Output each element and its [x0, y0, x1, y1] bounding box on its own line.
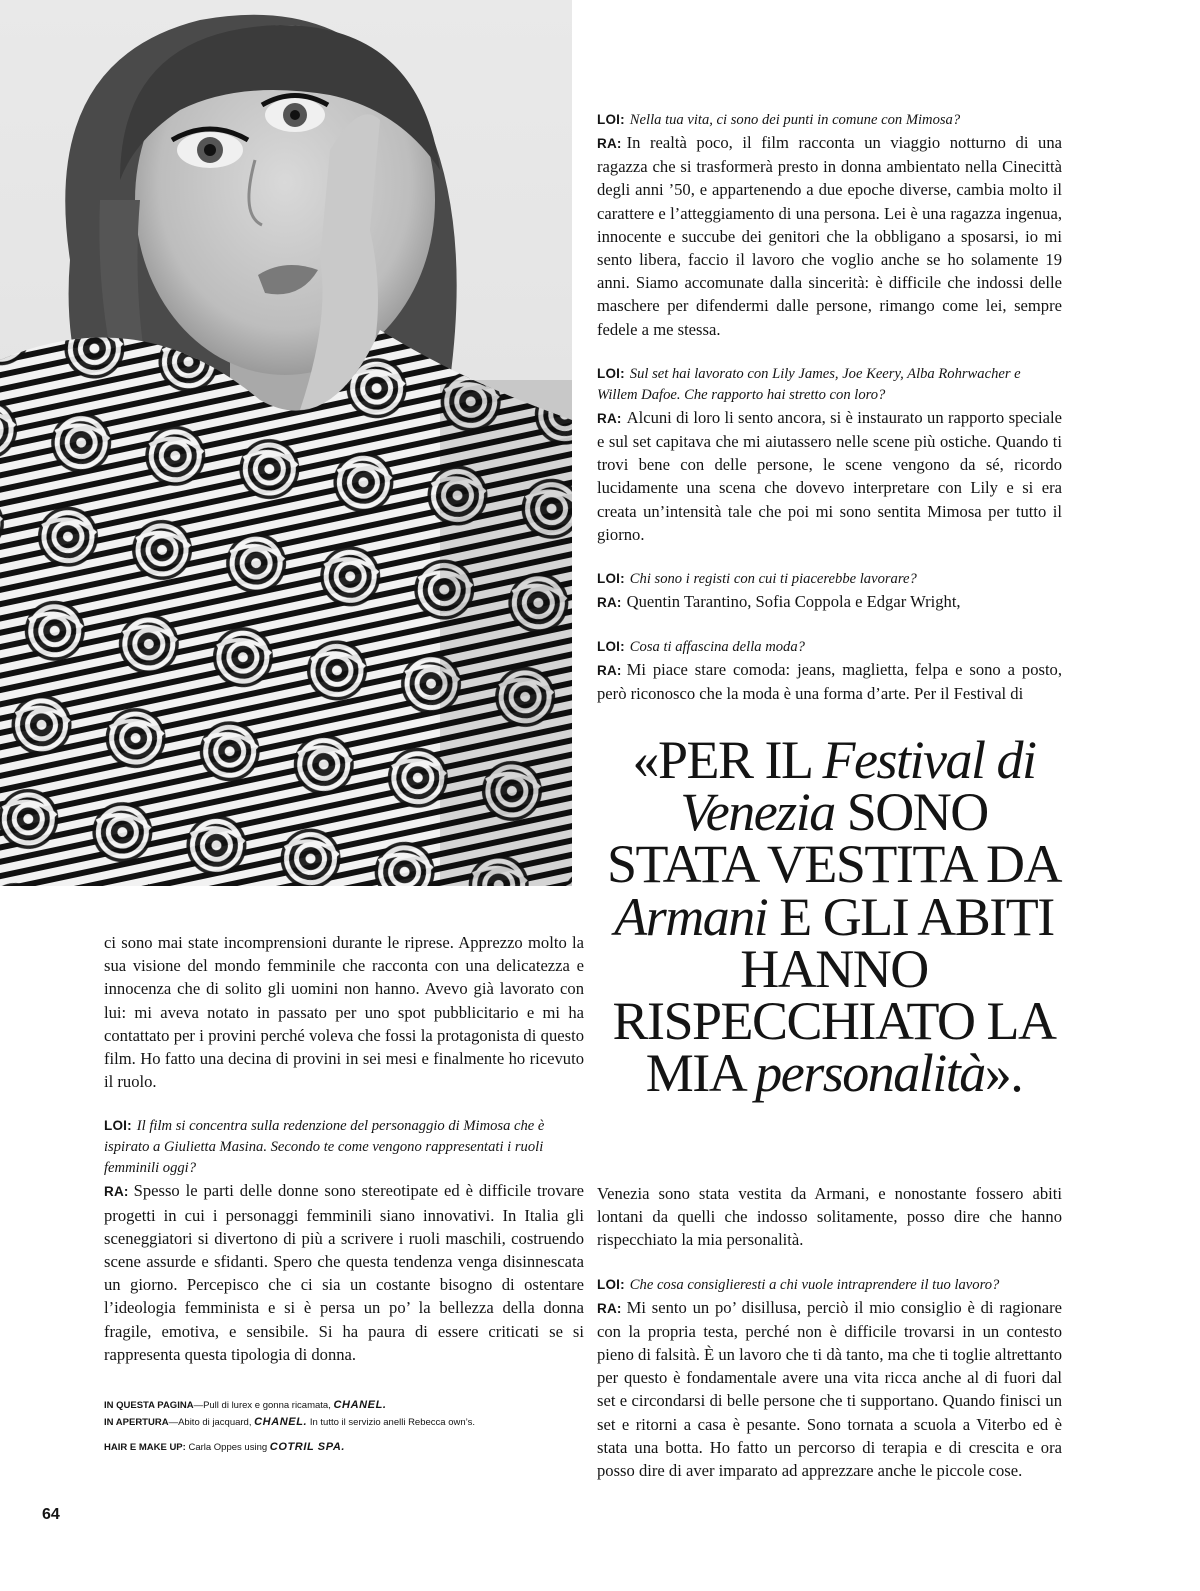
answer-text: Spesso le parti delle donne sono stereotipate ed è difficile trovare progetti in cui i personaggi femminili siano innovativi. In Italia gli sceneggiatori si divertono di più a scrivere i ruoli maschili, costruendo scene assurde e sfidanti. Spero che questa tendenza venga disinnescata un giorno. Percepisco che ci sia un costante bisogno di ostentare l’ideologia femminista e si è persa un po’ la bellezza della donna fragile, emotiva, e sensibile. Si ha paura di essere criticati se si rappresenta questa tipologia di donna. [104, 1181, 584, 1364]
credit-line [104, 1414, 584, 1431]
question-text: Che cosa consiglieresti a chi vuole intraprendere il tuo lavoro? [629, 1276, 1000, 1293]
question-text: Sul set hai lavorato con Lily James, Joe Keery, Alba Rohrwacher e Willem Dafoe. Che rapporto hai stretto con loro? [597, 365, 1021, 403]
pull-quote-part-italic: Armani [614, 886, 768, 947]
credit-brand: COTRIL SPA. [269, 1441, 346, 1453]
answer-tag: RA: [104, 1184, 129, 1200]
left-column [104, 931, 584, 1366]
page-number: 64 [42, 1506, 60, 1523]
right-column-top [597, 109, 1062, 706]
question [597, 1274, 1062, 1296]
credit-line [104, 1439, 584, 1456]
question-text: Cosa ti affascina della moda? [629, 639, 805, 656]
question-text: Nella tua vita, ci sono dei punti in comune con Mimosa? [629, 112, 961, 128]
pull-quote-part: E GLI ABITI HANNO RISPECCHIATO LA MIA [612, 886, 1056, 1104]
answer [597, 406, 1062, 546]
question-tag: LOI: [597, 1276, 625, 1292]
answer-text: Alcuni di loro li sento ancora, si è instaurato un rapporto speciale e sul set capitava che mi aiutassero nelle scene più ostiche. Quando ti trovi bene con delle persone, le scene vengono da sé, ricordo lucidamente una scena che dovevo interpretare con Lily e si era creata un’intensità tale che poi mi sono sentita Mimosa per tutto il giorno. [597, 407, 1062, 544]
question-text: Il film si concentra sulla redenzione del personaggio di Mimosa che è ispirato a Giulietta Masina. Secondo te come vengono rappresentati i ruoli femminili oggi? [104, 1118, 545, 1177]
answer-tag: RA: [597, 410, 622, 426]
paragraph: Venezia sono stata vestita da Armani, e nonostante fossero abiti lontani da quelli che indosso solitamente, posso dire che hanno rispecchiato la mia personalità. [597, 1184, 1062, 1250]
question [597, 363, 1062, 406]
answer-text: Mi piace stare comoda: jeans, maglietta, felpa e sono a posto, però riconosco che la moda è una forma d’arte. Per il Festival di [597, 660, 1062, 704]
paragraph: ci sono mai state incomprensioni durante le riprese. Apprezzo molto la sua visione del mondo femminile che racconta con una delicatezza e innocenza che di solito gli uomini non hanno. Avevo già lavorato con lui: mi aveva notato in passato per uno spot pubblicitario e mi ha contattato per i provini perché voleva che fossi la protagonista di questo film. Ho fatto una decina di provini in sei mesi e finalmente ho ricevuto il ruolo. [104, 933, 584, 1092]
pull-quote-part-italic: personalità [755, 1043, 985, 1104]
credit-line [104, 1397, 584, 1414]
answer-text: Mi sento un po’ disillusa, perciò il mio consiglio è di ragionare con la propria testa, perché non è difficile trovarsi in un contesto pieno di falsità. È un lavoro che ti dà tanto, ma che ti toglie altrettanto per questo è fondamentale avere una vita ricca anche al di fuori dal set e circondarsi di belle persone che ti supportano. Quando finisci un set e ritorni a casa è pesante. Sono tornata a scuola a Viterbo ed è stata una botta. Ho fatto un percorso di terapia e di crescita e ora posso dire di aver imparato ad apprezzare anche le piccole cose. [597, 1297, 1062, 1481]
answer-tag: RA: [597, 663, 622, 679]
right-column-bottom [597, 1182, 1062, 1482]
pull-quote-part: ». [984, 1043, 1023, 1104]
credit-label: IN QUESTA PAGINA [104, 1400, 194, 1411]
credit-text: —Pull di lurex e gonna ricamata, [193, 1400, 334, 1411]
answer-tag: RA: [597, 136, 622, 151]
question [597, 568, 1062, 590]
question-tag: LOI: [597, 639, 625, 655]
answer [597, 1296, 1062, 1483]
credit-brand: CHANEL. [333, 1399, 387, 1411]
answer-text: In realtà poco, il film racconta un viaggio notturno di una ragazza che si trasformerà presto in donna ambientato nella Cinecittà degli anni ’50, e appartenendo a due epoche diverse, cambia molto il carattere e l’atteggiamento di una persona. Lei è una ragazza ingenua, innocente e succube dei genitori che la obbligano a sposarsi, io mi sento libera, faccio il lavoro che voglio anche se ho solamente 19 anni. Siamo accomunate dalla sincerità: è difficile che indossi delle maschere per difendermi dalle persone, rimango come lei, sempre fedele a me stessa. [597, 133, 1062, 339]
credit-label: IN APERTURA [104, 1417, 169, 1428]
question-tag: LOI: [597, 112, 625, 127]
credit-text: —Abito di jacquard, [168, 1417, 255, 1428]
answer [597, 131, 1062, 341]
portrait-photo-drawing [0, 0, 572, 886]
credit-text: In tutto il servizio anelli Rebecca own’s. [307, 1417, 475, 1428]
pull-quote [600, 730, 1068, 1104]
credit-label: HAIR E MAKE UP: [104, 1442, 186, 1453]
portrait-photo [0, 0, 572, 886]
question-text: Chi sono i registi con cui ti piacerebbe lavorare? [629, 571, 917, 588]
credit-brand: CHANEL. [254, 1416, 308, 1428]
question [597, 636, 1062, 658]
answer-tag: RA: [597, 1300, 622, 1316]
answer [104, 1179, 584, 1366]
answer [597, 658, 1062, 705]
pull-quote-part: SONO STATA VESTITA DA [606, 782, 1062, 895]
answer-tag: RA: [597, 595, 622, 611]
pull-quote-part-italic: Festival di Venezia [680, 730, 1036, 843]
question [597, 109, 1062, 131]
question-tag: LOI: [104, 1118, 132, 1134]
question-tag: LOI: [597, 365, 625, 381]
answer [597, 590, 1062, 614]
pull-quote-part: «PER IL [632, 730, 823, 790]
question [104, 1115, 584, 1179]
question-tag: LOI: [597, 571, 625, 587]
photo-credits [104, 1397, 584, 1456]
answer-text: Quentin Tarantino, Sofia Coppola e Edgar Wright, [626, 592, 961, 612]
credit-text: Carla Oppes using [185, 1442, 270, 1453]
